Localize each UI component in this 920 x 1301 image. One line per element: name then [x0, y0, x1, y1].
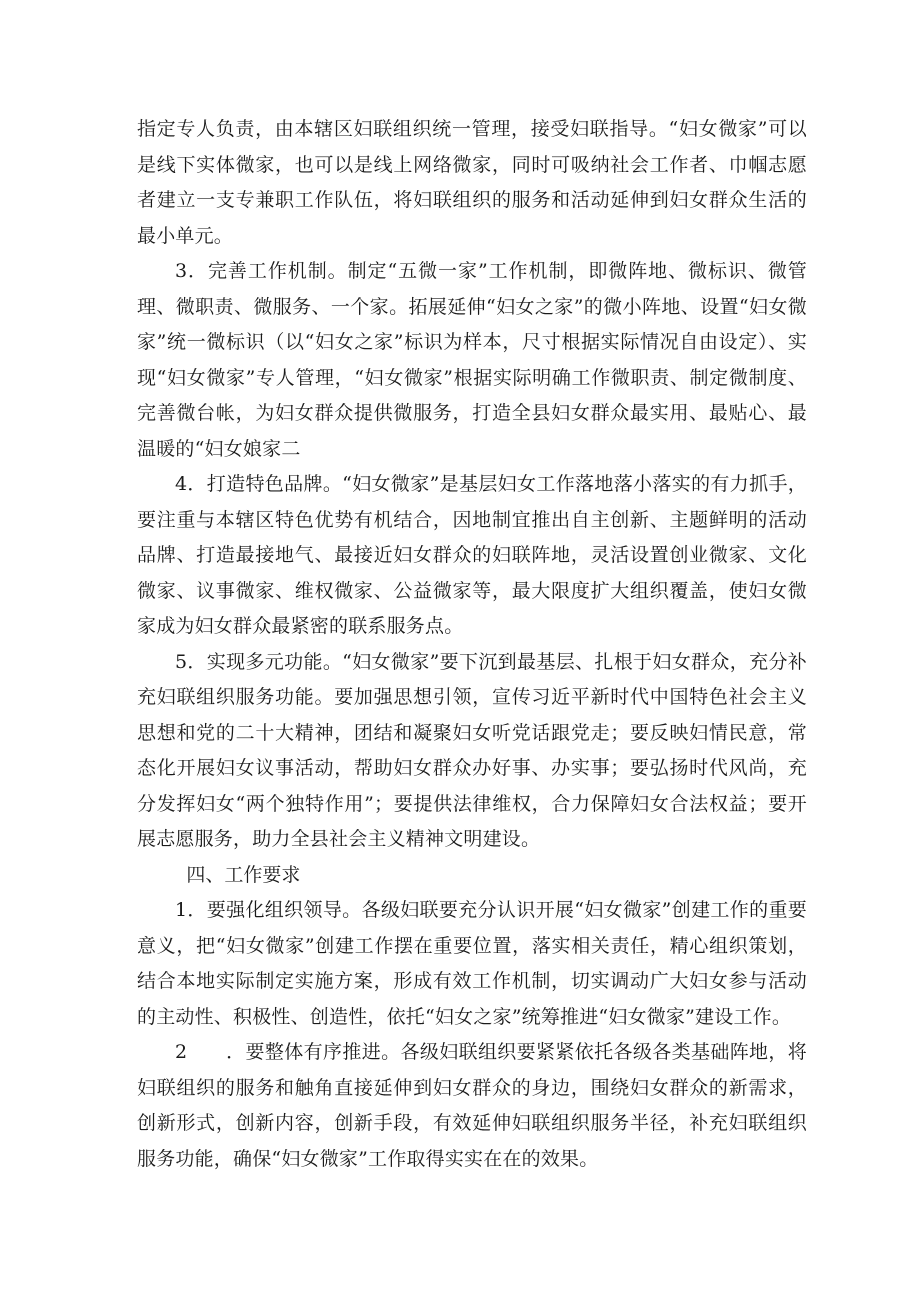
section-heading: 四、工作要求: [186, 863, 301, 886]
paragraph-continuation: 指定专人负责，由本辖区妇联组织统一管理，接受妇联指导。“妇女微家”可以是线下实体微家，也可以是线上网络微家，同时可吸纳社会工作者、巾帼志愿者建立一支专兼职工作队伍，将妇联组织的服务和活动延伸到妇女群众生活的最小单元。: [137, 118, 807, 247]
paragraph-item-3: 3．完善工作机制。制定“五微一家”工作机制，即微阵地、微标识、微管理、微职责、微服务、一个家。拓展延伸“妇女之家”的微小阵地、设置“妇女微家”统一微标识（以“妇女之家”标识为样本，尺寸根据实际情况自由设定）、实现“妇女微家”专人管理，“妇女微家”根据实际明确工作微职责、制定微制度、完善微台帐，为妇女群众提供微服务，打造全县妇女群众最实用、最贴心、最温暖的“妇女娘家二: [137, 260, 807, 460]
paragraph-item-5: 5．实现多元功能。“妇女微家”要下沉到最基层、扎根于妇女群众，充分补充妇联组织服务功能。要加强思想引领，宣传习近平新时代中国特色社会主义思想和党的二十大精神，团结和凝聚妇女听党话跟党走；要反映妇情民意，常态化开展妇女议事活动，帮助妇女群众办好事、办实事；要弘扬时代风尚，充分发挥妇女“两个独特作用”；要提供法律维权，合力保障妇女合法权益；要开展志愿服务，助力全县社会主义精神文明建设。: [137, 650, 807, 850]
paragraph-requirement-1: 1．要强化组织领导。各级妇联要充分认识开展“妇女微家”创建工作的重要意义，把“妇女微家”创建工作摆在重要位置，落实相关责任，精心组织策划，结合本地实际制定实施方案，形成有效工作机制，切实调动广大妇女参与活动的主动性、积极性、创造性，依托“妇女之家”统筹推进“妇女微家”建设工作。: [137, 899, 807, 1028]
paragraph-item-4: 4．打造特色品牌。“妇女微家”是基层妇女工作落地落小落实的有力抓手，要注重与本辖区特色优势有机结合，因地制宜推出自主创新、主题鲜明的活动品牌、打造最接地气、最接近妇女群众的妇联阵地，灵活设置创业微家、文化微家、议事微家、维权微家、公益微家等，最大限度扩大组织覆盖，使妇女微家成为妇女群众最紧密的联系服务点。: [137, 473, 807, 637]
document-page: [137, 112, 807, 1177]
paragraph-requirement-2: 2 ．要整体有序推进。各级妇联组织要紧紧依托各级各类基础阵地，将妇联组织的服务和触角直接延伸到妇女群众的身边，围绕妇女群众的新需求，创新形式，创新内容，创新手段，有效延伸妇联组织服务半径，补充妇联组织服务功能，确保“妇女微家”工作取得实实在在的效果。: [137, 1041, 807, 1170]
